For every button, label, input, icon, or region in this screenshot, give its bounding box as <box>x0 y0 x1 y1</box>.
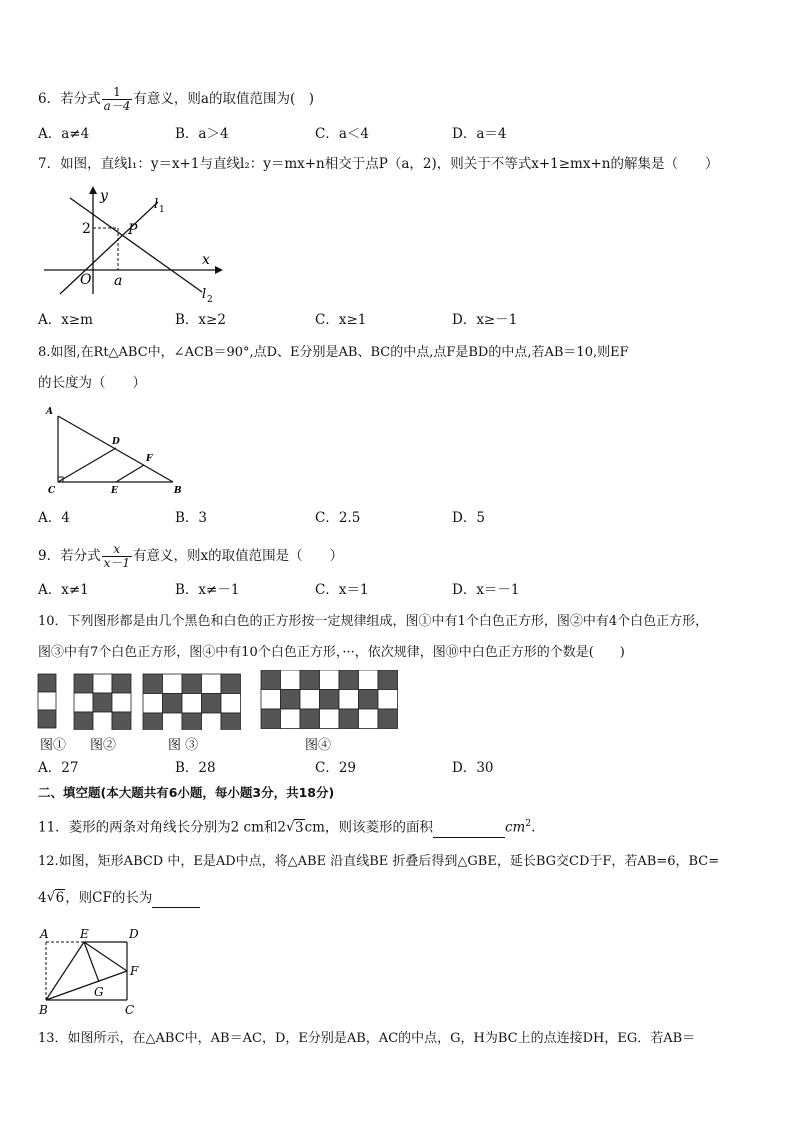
q12-figure <box>36 924 146 1019</box>
q11-sqrt-value: 3 <box>295 819 304 836</box>
q9-option-c[interactable]: C．x＝1 <box>315 582 369 598</box>
q12-label-c: C <box>125 1003 135 1017</box>
question-13-stem: 13．如图所示，在△ABC中，AB＝AC，D，E分别是AB，AC的中点，G，H为BC上的点连接DH，EG．若AB＝ <box>38 1031 696 1046</box>
q11-sqrt: √ 3 <box>286 818 304 836</box>
black-square <box>300 709 320 729</box>
q9-fraction-numerator: x <box>102 543 132 557</box>
q8-label-e: E <box>111 486 118 496</box>
question-12-stem-line1: 12.如图，矩形ABCD 中，E是AD中点，将△ABE 沿直线BE 折叠后得到△GBE，延长BG交CD于F，若AB=6，BC= <box>38 854 720 869</box>
question-6-stem <box>38 86 314 113</box>
q6-option-a[interactable]: A．a≠4 <box>38 126 90 142</box>
q8-option-c[interactable]: C．2.5 <box>315 510 361 526</box>
q12-label-d: D <box>129 927 139 941</box>
q12-line2-post: ，则CF的长为 <box>65 890 153 906</box>
question-10-stem-line1: 10．下列图形都是由几个黑色和白色的正方形按一定规律组成，图①中有1个白色正方形，图②中有4个白色正方形， <box>38 614 709 629</box>
white-square <box>359 670 379 690</box>
q9-option-a[interactable]: A．x≠1 <box>38 582 89 598</box>
black-square <box>182 713 202 730</box>
black-square <box>359 690 379 710</box>
black-square <box>143 713 163 730</box>
q12-label-f: F <box>130 964 139 978</box>
white-square <box>261 690 281 710</box>
question-10-stem-line2: 图③中有7个白色正方形，图④中有10个白色正方形，···，依次规律，图⑩中白色正方形的个数是( ) <box>38 645 625 660</box>
black-square <box>339 670 359 690</box>
q11-part1: 11．菱形的两条对角线长分别为2 cm和2 <box>38 819 287 836</box>
black-square <box>112 712 131 730</box>
question-8-stem-line1: 8.如图,在Rt△ABC中，∠ACB＝90°,点D、E分别是AB、BC的中点,点F是BD的中点,若AB＝10,则EF <box>38 345 629 360</box>
q6-option-d[interactable]: D．a＝4 <box>452 126 507 142</box>
q8-option-d[interactable]: D．5 <box>452 510 485 526</box>
q6-fraction-denominator: a－4 <box>103 99 131 113</box>
q7-label-a: a <box>114 273 123 289</box>
black-square <box>112 674 131 693</box>
q10-figure <box>36 670 406 730</box>
question-7-stem: 7．如图，直线l₁：y＝x+1与直线l₂：y＝mx+n相交于点P（a，2)，则关于不等式x+1≥mx+n的解集是（ ） <box>38 156 719 172</box>
white-square <box>112 693 131 712</box>
q12-line2-pre: 4 <box>38 890 47 906</box>
q9-fraction <box>102 543 132 570</box>
white-square <box>339 690 359 710</box>
q8-label-b: B <box>174 486 182 496</box>
q12-sqrt: √ 6 <box>46 889 65 906</box>
q7-option-c[interactable]: C．x≥1 <box>315 312 367 328</box>
question-8-stem-line2: 的长度为（ ） <box>38 375 146 391</box>
q9-option-b[interactable]: B．x≠－1 <box>175 582 240 598</box>
black-square <box>182 674 202 694</box>
black-square <box>261 670 281 690</box>
question-12-stem-line2 <box>38 888 200 908</box>
q7-label-l1: l <box>154 197 159 212</box>
q8-option-b[interactable]: B．3 <box>175 510 208 526</box>
q7-option-b[interactable]: B．x≥2 <box>175 312 226 328</box>
q10-option-b[interactable]: B．28 <box>175 760 216 776</box>
white-square <box>182 694 202 714</box>
black-square <box>221 674 241 694</box>
white-square <box>281 709 301 729</box>
q6-fraction <box>102 86 133 113</box>
q10-option-d[interactable]: D．30 <box>452 760 494 776</box>
black-square <box>93 693 112 712</box>
white-square <box>320 709 340 729</box>
q7-label-p: P <box>128 222 138 238</box>
section-2-heading: 二、填空题(本大题共有6小题，每小题3分，共18分) <box>38 785 335 800</box>
white-square <box>359 709 379 729</box>
q11-answer-blank[interactable] <box>433 823 505 838</box>
black-square <box>143 674 163 694</box>
q6-prefix: 6．若分式 <box>38 91 101 107</box>
white-square <box>143 694 163 714</box>
white-square <box>202 713 222 730</box>
q10-pattern-2 <box>74 674 131 730</box>
q6-option-c[interactable]: C．a＜4 <box>315 126 369 142</box>
q12-label-a: A <box>40 927 49 941</box>
white-square <box>163 674 183 694</box>
q7-option-d[interactable]: D．x≥－1 <box>452 312 518 328</box>
black-square <box>221 713 241 730</box>
q8-label-a: A <box>46 407 53 417</box>
q11-unit-sup: 2 <box>525 819 532 829</box>
q11-part2: cm，则该菱形的面积 <box>304 819 433 836</box>
q8-label-d: D <box>112 437 120 447</box>
q7-axis-x-label: x <box>202 252 210 268</box>
q7-option-a[interactable]: A．x≥m <box>38 312 93 328</box>
q9-prefix: 9．若分式 <box>38 548 101 564</box>
q10-caption-3: 图 ③ <box>168 738 199 753</box>
black-square <box>74 674 93 693</box>
q7-label-o: O <box>80 272 92 288</box>
q8-figure <box>40 402 190 498</box>
black-square <box>378 709 398 729</box>
black-square <box>378 670 398 690</box>
q8-label-c: C <box>48 486 56 496</box>
q7-label-l2-sub: 2 <box>207 295 213 304</box>
white-square <box>163 713 183 730</box>
white-square <box>378 690 398 710</box>
black-square <box>202 694 222 714</box>
q8-label-f: F <box>146 454 153 464</box>
q9-fraction-denominator: x－1 <box>103 556 130 570</box>
black-square <box>300 670 320 690</box>
black-square <box>261 709 281 729</box>
white-square <box>74 693 93 712</box>
q7-label-l1-sub: 1 <box>159 205 165 215</box>
q12-answer-blank[interactable] <box>152 893 200 908</box>
black-square <box>339 709 359 729</box>
black-square <box>281 690 301 710</box>
q10-caption-4: 图④ <box>305 738 332 753</box>
white-square <box>320 670 340 690</box>
q10-pattern-4 <box>261 670 398 729</box>
white-square <box>93 674 112 693</box>
black-square <box>320 690 340 710</box>
q12-label-g: G <box>94 985 104 999</box>
white-square <box>93 712 112 730</box>
black-square <box>38 674 56 692</box>
q7-label-l2: l <box>202 287 207 302</box>
white-square <box>300 690 320 710</box>
q9-suffix: 有意义，则x的取值范围是（ ） <box>133 548 344 564</box>
white-square <box>38 692 56 710</box>
q7-axis-y-label: y <box>100 188 108 204</box>
question-11-stem <box>38 814 535 838</box>
q6-suffix: 有意义，则a的取值范围为( ) <box>133 91 314 107</box>
q10-caption-2: 图② <box>90 738 117 753</box>
q10-caption-1: 图① <box>40 738 67 753</box>
q12-label-b: B <box>39 1003 48 1017</box>
white-square <box>221 694 241 714</box>
question-9-stem <box>38 543 343 570</box>
q12-label-e: E <box>80 927 89 941</box>
q11-unit: cm <box>504 819 526 836</box>
q11-end: . <box>531 819 536 836</box>
black-square <box>74 712 93 730</box>
q10-pattern-3 <box>143 674 241 730</box>
q9-option-d[interactable]: D．x＝－1 <box>452 582 520 598</box>
black-square <box>38 710 56 728</box>
q10-option-a[interactable]: A．27 <box>38 760 79 776</box>
q10-pattern-1 <box>38 674 56 728</box>
q6-fraction-numerator: 1 <box>102 86 133 100</box>
q10-option-c[interactable]: C．29 <box>315 760 357 776</box>
q7-label-2: 2 <box>82 221 91 237</box>
white-square <box>281 670 301 690</box>
white-square <box>202 674 222 694</box>
q6-option-b[interactable]: B．a＞4 <box>175 126 229 142</box>
q12-sqrt-value: 6 <box>55 890 65 906</box>
black-square <box>163 694 183 714</box>
q8-option-a[interactable]: A．4 <box>38 510 70 526</box>
q7-figure <box>40 182 225 304</box>
